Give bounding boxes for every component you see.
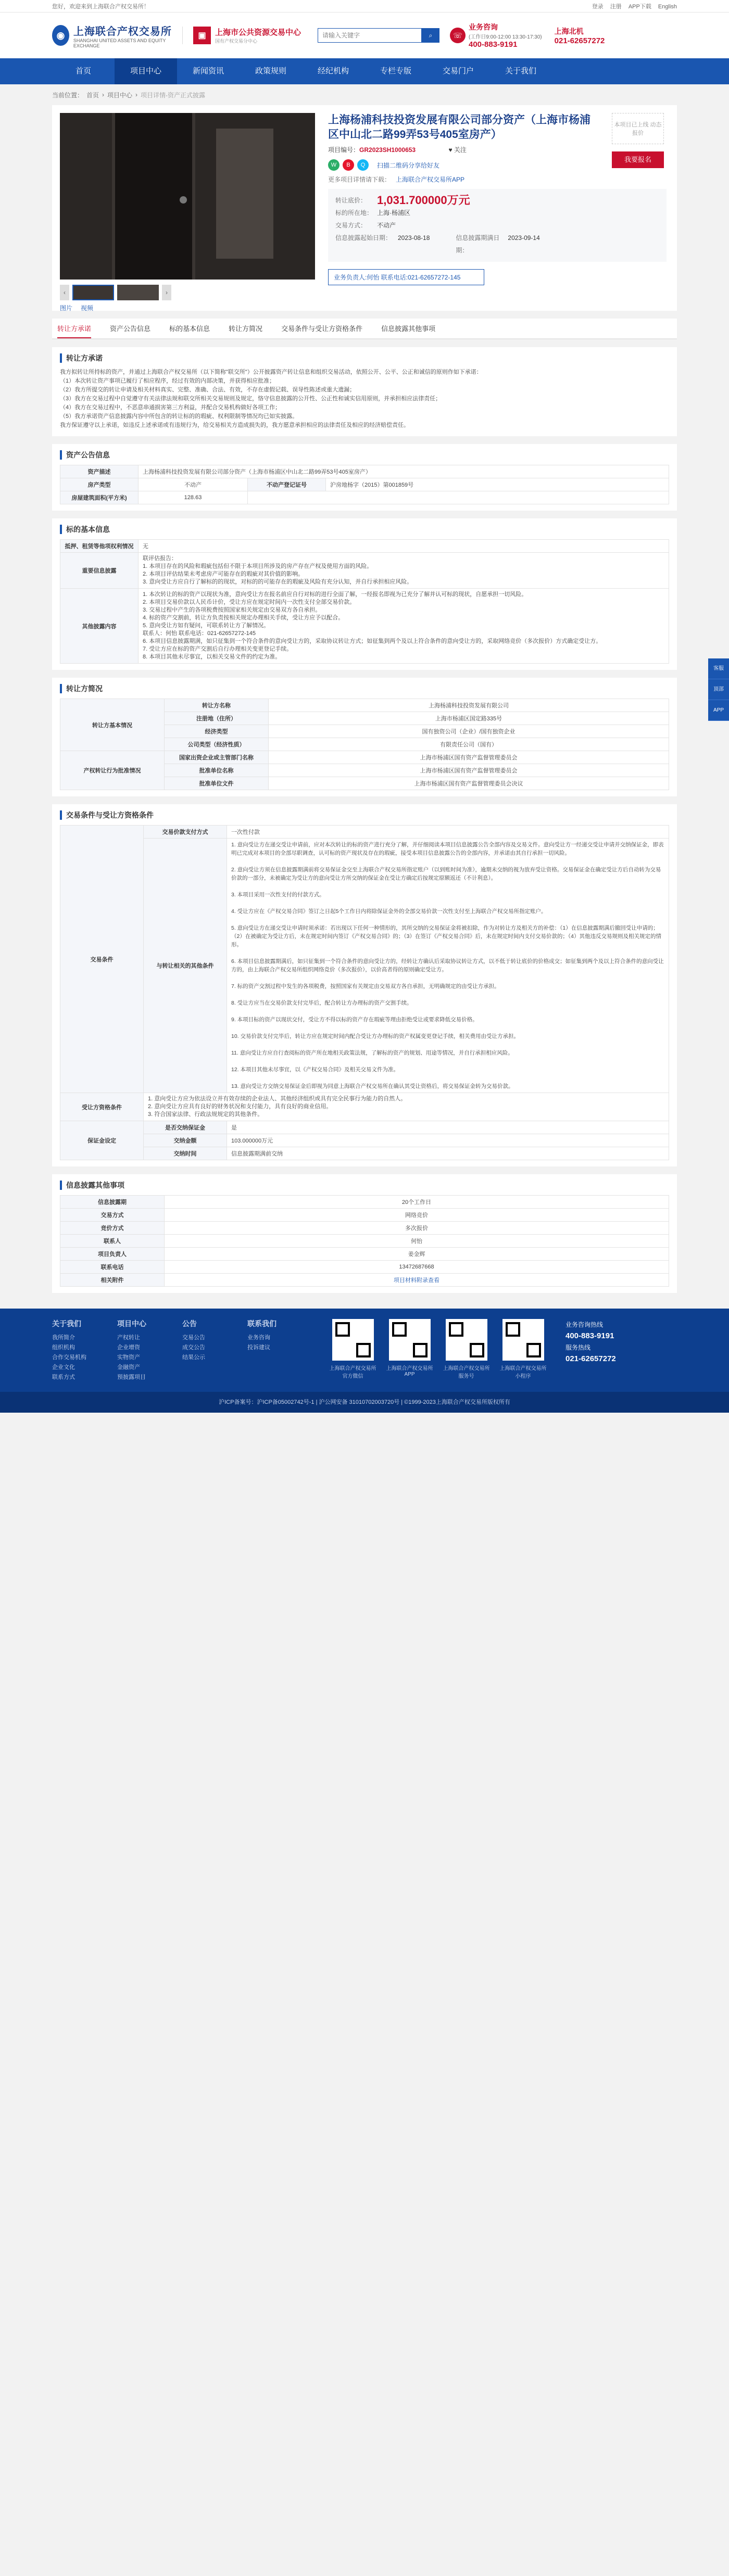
qr-code: 上海联合产权交易所APP bbox=[385, 1319, 434, 1382]
price-label: 转让底价： bbox=[335, 197, 367, 204]
qq-icon[interactable]: Q bbox=[357, 159, 369, 171]
status-stamp: 本项目已上线 动态报价 bbox=[612, 113, 664, 144]
suaee-logo[interactable] bbox=[52, 23, 172, 48]
public-resource-icon: ▣ bbox=[193, 27, 211, 44]
main-nav bbox=[0, 58, 729, 84]
section-title: 交易条件与受让方资格条件 bbox=[60, 810, 669, 820]
hotline-consult bbox=[450, 22, 542, 49]
code-label: 项目编号： bbox=[328, 146, 360, 154]
logo2-title: 上海市公共资源交易中心 bbox=[215, 28, 301, 37]
hotline2-label: 上海北机 bbox=[554, 27, 584, 35]
register-button[interactable]: 我要报名 bbox=[612, 151, 664, 168]
promise-para: （2）我方所提交的转让申请及相关材料真实、完整、准确、合法、有效，不存在虚假记载、误导性陈述或重大遗漏； bbox=[60, 387, 356, 393]
logo-title: 上海联合产权交易所 bbox=[73, 26, 172, 37]
promise-para: 我方拟转让所持标的资产，并通过上海联合产权交易所（以下简称"联交所"）公开披露资产转让信息和组织交易活动，依照公开、公平、公正和诚信的原则作如下承诺： bbox=[60, 369, 482, 375]
qr-codes bbox=[328, 1319, 555, 1382]
thumbnail-strip bbox=[60, 284, 315, 301]
end-label: 信息披露期满日期： bbox=[456, 234, 500, 254]
footer: 关于我们 我所简介 组织机构 合作交易机构 企业文化 联系方式 项目中心 产权转让 企业增资 实物资产 金融资产 预披露项目 公告 交易公告 成交公告 结果公示 联系我们 业务咨询 投诉建议 上海联合产权交易所官方微信 上海联合产权交易所APP 上海联合产权交易所服务号 上海联合产权交易所小程序 业务咨询热线 400-883-9191 服务热线 021-62657272 bbox=[0, 1309, 729, 1392]
english-link[interactable]: English bbox=[658, 4, 677, 10]
section-basic bbox=[52, 518, 677, 670]
hotline-label: 业务咨询 bbox=[469, 23, 498, 31]
register-link[interactable]: 注册 bbox=[610, 4, 622, 10]
tab-transferor[interactable]: 转让方简况 bbox=[229, 325, 263, 333]
app-download-link[interactable]: 上海联合产权交易所APP bbox=[396, 176, 465, 183]
nav-columns[interactable]: 专栏专版 bbox=[380, 67, 411, 75]
transferor-table: 转让方基本情况 转让方名称 上海杨浦科技投资发展有限公司 注册地（住所） 上海市杨浦区国定路335号 经济类型 国有独资公司（企业）/国有独资企业 公司类型（经济性质） 有限责任公司（国有） 产权转让行为批准情况 国家出资企业或主管部门名称 上海市杨浦区国有资产监督管理委员会 批准单位名称 上海市杨浦区国有资产监督管理委员会 批准单位文件 上海市杨浦区国有资产监督管理委员会决议 bbox=[60, 699, 669, 790]
share-link[interactable]: 扫描二维码分享给好友 bbox=[377, 161, 440, 169]
attachment-link[interactable]: 项目材料附录查看 bbox=[165, 1274, 669, 1287]
qr-code: 上海联合产权交易所服务号 bbox=[442, 1319, 491, 1382]
breadcrumb-current: 项目详情-资产正式披露 bbox=[141, 91, 206, 99]
tab-other[interactable]: 信息披露其他事项 bbox=[381, 325, 436, 333]
top-bar bbox=[0, 0, 729, 12]
contact-info: 业务负责人:何怡 联系电话:021-62657272-145 bbox=[328, 269, 484, 285]
promise-para: （4）我方在交易过程中，不恶意串通损害第三方利益，并配合交易机构做好各项工作； bbox=[60, 404, 281, 411]
end-value: 2023-09-14 bbox=[508, 234, 540, 242]
back-to-top-button[interactable]: 顶部 bbox=[708, 679, 729, 700]
hotline-north bbox=[555, 26, 605, 45]
section-other bbox=[52, 1174, 677, 1293]
welcome-text: 您好，欢迎来到上海联合产权交易所！ bbox=[52, 4, 149, 10]
wechat-icon[interactable]: W bbox=[328, 159, 340, 171]
nav-brokers[interactable]: 经纪机构 bbox=[317, 67, 349, 75]
image-gallery bbox=[60, 113, 315, 312]
follow-label: 关注 bbox=[454, 146, 467, 154]
more-label: 更多项目详情请下载： bbox=[328, 176, 391, 183]
follow-button[interactable]: ♥ 关注 bbox=[448, 146, 467, 154]
service-button[interactable]: 客服 bbox=[708, 658, 729, 679]
login-link[interactable]: 登录 bbox=[592, 4, 604, 10]
section-transferor bbox=[52, 678, 677, 796]
thumbnail[interactable] bbox=[72, 285, 114, 300]
app-link[interactable]: APP下载 bbox=[628, 4, 651, 10]
next-arrow-icon[interactable]: › bbox=[162, 285, 171, 300]
hotline2-number: 021-62657272 bbox=[554, 36, 605, 45]
hotline-number: 400-883-9191 bbox=[469, 40, 518, 49]
section-title: 标的基本信息 bbox=[60, 525, 669, 534]
status-panel bbox=[612, 113, 664, 168]
project-title: 上海杨浦科技投资发展有限公司部分资产（上海市杨浦区中山北二路99弄53号405室房产） bbox=[328, 114, 590, 141]
tab-video[interactable]: 视频 bbox=[81, 304, 94, 312]
nav-portal[interactable]: 交易门户 bbox=[442, 67, 474, 75]
promise-para: （3）我方在交易过程中自觉遵守有关法律法规和联交所相关交易规则及规定，恪守信息披露的公开性、公正性和诚实信用原则，并承担相应法律责任； bbox=[60, 396, 442, 402]
header bbox=[0, 12, 729, 58]
tab-promise[interactable]: 转让方承诺 bbox=[57, 319, 91, 338]
section-title: 资产公告信息 bbox=[60, 450, 669, 460]
prev-arrow-icon[interactable]: ‹ bbox=[60, 285, 69, 300]
detail-tabs bbox=[52, 319, 677, 339]
promise-para: （5）我方承诺资产信息披露内容中所包含的转让标的的瑕疵、权利限制等情况均已如实披露。 bbox=[60, 413, 298, 420]
logo2-subtitle: 国有产权交易分中心 bbox=[215, 39, 258, 44]
announce-table: 资产描述 上海杨浦科技投资发展有限公司部分资产（上海市杨浦区中山北二路99弄53号405室房产） 房产类型 不动产 不动产登记证号 沪房地杨字（2015）第001859号 房屋建筑面积(平方米) 128.63 bbox=[60, 465, 669, 504]
phone-icon: ☏ bbox=[450, 28, 466, 43]
logo-mark-icon: ◉ bbox=[52, 25, 69, 46]
copyright: 沪ICP备案号：沪ICP备05002742号-1 | 沪公网安备 31010702003720号 | ©1999-2023上海联合产权交易所版权所有 bbox=[0, 1392, 729, 1413]
hotline-time: (工作日9:00-12:00 13:30-17:30) bbox=[469, 34, 542, 40]
nav-home[interactable]: 首页 bbox=[75, 67, 91, 75]
nav-news[interactable]: 新闻资讯 bbox=[192, 67, 224, 75]
section-announce bbox=[52, 444, 677, 511]
breadcrumb: 当前位置： 首页 › 项目中心 › 项目详情-资产正式披露 bbox=[52, 91, 206, 99]
search-input[interactable] bbox=[318, 28, 422, 43]
footer-contact: 业务咨询热线 400-883-9191 服务热线 021-62657272 bbox=[565, 1321, 616, 1363]
section-title: 转让方承诺 bbox=[60, 353, 669, 363]
other-table: 信息披露期 20个工作日 交易方式 网络竞价 竞价方式 多次报价 联系人 何怡 项目负责人 姜金辉 联系电话 13472687668 相关附件 项目材料附录查看 bbox=[60, 1195, 669, 1287]
conditions-table: 交易条件 交易价款支付方式 一次性付款 与转让相关的其他条件 1. 意向受让方在递交受让申请前，应对本次转让的标的资产进行充分了解，并仔细阅读本项目信息披露公告全部内容及交易文件。意向受让方一经递交受让申请并交纳保证金，即表明已完成对本项目的全部尽职调查，认可标的资产现状及存在的瑕疵，接受本项目信息披露公告的全部内容，并承诺由其自行承担一切风险。 2. 意向受让方须在信息披露期满前将交易保证金交至上海联合产权交易所指定账户（以到账时间为准），逾期未交纳的视为放弃受让资格。交易保证金在确定受让方后自动转为交易价款的一部分，未被确定为受让方的意向受让方所交纳的保证金在受让方确定后按规定原额返还（不计利息）。 3. 本项目采用一次性支付的付款方式。 4. 受让方应在《产权交易合同》签订之日起5个工作日内将除保证金外的全部交易价款一次性支付至上海联合产权交易所指定账户。 5. 意向受让方在递交受让申请时须承诺：若出现以下任何一种情形的，其所交纳的交易保证金将被扣除，作为对转让方及相关方的补偿：（1）在信息披露期满后撤回受让申请的；（2）在被确定为受让方后，未在规定时间内签订《产权交易合同》的；（3）在签订《产权交易合同》后，未在规定时间内支付交易价款的；（4）其他违反交易规则及相关规定的情形。 6. 本项目信息披露期满后，如只征集到一个符合条件的意向受让方的，经转让方确认后采取协议转让方式，以不低于转让底价的价格成交；如征集到两个及以上符合条件的意向受让方的，由上海联合产权交易所组织网络竞价（多次报价），以价高者得的原则确定受让方。 7. 标的资产交割过程中发生的各项税费，按照国家有关规定由交易双方各自承担，无明确规定的由受让方承担。 8. 受让方应当在交易价款支付完毕后，配合转让方办理标的资产交割手续。 9. 本项目标的资产以现状交付，受让方不得以标的资产存在瑕疵等理由拒绝受让或要求降低交易价格。 10. 交易价款支付完毕后，转让方应在规定时间内配合受让方办理标的资产权属变更登记手续，相关费用由受让方承担。 11. 意向受让方应自行查阅标的资产所在地相关政策法规，了解标的资产的规划、用途等情况，并自行承担相应风险。 12. 本项目其他未尽事宜，以《产权交易合同》及相关交易文件为准。 13. 意向受让方交纳交易保证金后即视为同意上海联合产权交易所在确认其受让资格后，将交易保证金转为交易价款。 受让方资格条件 1. 意向受让方应为依法设立并有效存续的企业法人、其他经济组织或具有完全民事行为能力的自然人。 2. 意向受让方应具有良好的财务状况和支付能力，具有良好的商业信用。 3. 符合国家法律、行政法规规定的其他条件。 保证金设定 是否交纳保证金 是 交纳金额 103.000000万元 交纳时间 信息披露期满前交纳 bbox=[60, 825, 669, 1160]
region-value: 上海·杨浦区 bbox=[377, 209, 410, 217]
section-title: 转让方简况 bbox=[60, 684, 669, 693]
price-box bbox=[328, 189, 667, 262]
qr-code: 上海联合产权交易所小程序 bbox=[498, 1319, 548, 1382]
tab-conditions[interactable]: 交易条件与受让方资格条件 bbox=[281, 325, 363, 333]
nav-about[interactable]: 关于我们 bbox=[505, 67, 536, 75]
promise-para: 我方保证遵守以上承诺，如违反上述承诺或有违规行为，给交易相关方造成损失的，我方愿意承担相应的法律责任及相应的经济赔偿责任。 bbox=[60, 422, 409, 428]
qr-code: 上海联合产权交易所官方微信 bbox=[328, 1319, 378, 1382]
price-value: 1,031.700000万元 bbox=[377, 194, 470, 207]
app-button[interactable]: APP bbox=[708, 700, 729, 721]
weibo-icon[interactable]: B bbox=[343, 159, 354, 171]
type-label: 交易方式： bbox=[335, 222, 367, 229]
tab-basic[interactable]: 标的基本信息 bbox=[169, 325, 210, 333]
search-box bbox=[318, 28, 439, 43]
side-toolbar bbox=[708, 658, 729, 721]
breadcrumb-center[interactable]: 项目中心 bbox=[107, 91, 133, 99]
start-label: 信息披露起始日期： bbox=[335, 234, 392, 242]
public-resource-logo[interactable] bbox=[182, 27, 302, 44]
type-value: 不动产 bbox=[377, 222, 396, 229]
thumbnail[interactable] bbox=[117, 285, 159, 300]
project-info bbox=[328, 113, 669, 303]
logo-subtitle: SHANGHAI UNITED ASSETS AND EQUITY EXCHANGE bbox=[73, 37, 166, 48]
project-summary bbox=[52, 105, 677, 311]
section-promise bbox=[52, 347, 677, 436]
nav-projects[interactable]: 项目中心 bbox=[115, 58, 177, 84]
breadcrumb-home[interactable]: 首页 bbox=[86, 91, 99, 99]
start-value: 2023-08-18 bbox=[398, 234, 430, 242]
project-code: GR2023SH1000653 bbox=[359, 146, 416, 154]
search-icon[interactable]: ⌕ bbox=[422, 28, 439, 43]
section-title: 信息披露其他事项 bbox=[60, 1181, 669, 1190]
region-label: 标的所在地： bbox=[335, 209, 373, 217]
promise-para: （1）本次转让资产事项已履行了相应程序，经过有效的内部决策，并获得相应批准； bbox=[60, 378, 275, 384]
tab-photos[interactable]: 图片 bbox=[60, 304, 73, 312]
basic-table: 抵押、租赁等他项权利情况 无 重要信息披露 联评估报告： 1. 本项目存在的风险和瑕疵包括但不限于本项目所涉及的房产存在产权及使用方面的风险。 2. 本项目评估结果未考虑房产可能存在的瑕疵对其价值的影响。 3. 意向受让方应自行了解标的的现状，对标的的可能存在的瑕疵及风险有充分认知，并自行承担相应风险。 其他披露内容 1. 本次转让的标的资产以现状为准，意向受让方在报名前应自行对标的进行全面了解，一经报名即视为已充分了解并认可标的现状，自愿承担一切风险。 2. 本项目交易价款以人民币计价，受让方应在规定时间内一次性支付全部交易价款。 3. 交易过程中产生的各项税费按照国家相关规定由交易双方各自承担。 4. 标的资产交割前，转让方负责按相关规定办理相关手续，受让方应予以配合。 5. 意向受让方如有疑问，可联系转让方了解情况。 联系人：何怡 联系电话：021-62657272-145 6. 本项目信息披露期满，如只征集到一个符合条件的意向受让方的，采取协议转让方式；如征集到两个及以上符合条件的意向受让方的，采取网络竞价（多次报价）方式确定受让方。 7. 受让方应在标的资产交割后自行办理相关变更登记手续。 8. 本项目其他未尽事宜，以相关交易文件的约定为准。 bbox=[60, 539, 669, 664]
breadcrumb-label: 当前位置： bbox=[52, 91, 84, 99]
main-photo[interactable] bbox=[60, 113, 315, 280]
section-conditions bbox=[52, 804, 677, 1166]
tab-announce[interactable]: 资产公告信息 bbox=[110, 325, 151, 333]
nav-policy[interactable]: 政策规则 bbox=[255, 67, 286, 75]
